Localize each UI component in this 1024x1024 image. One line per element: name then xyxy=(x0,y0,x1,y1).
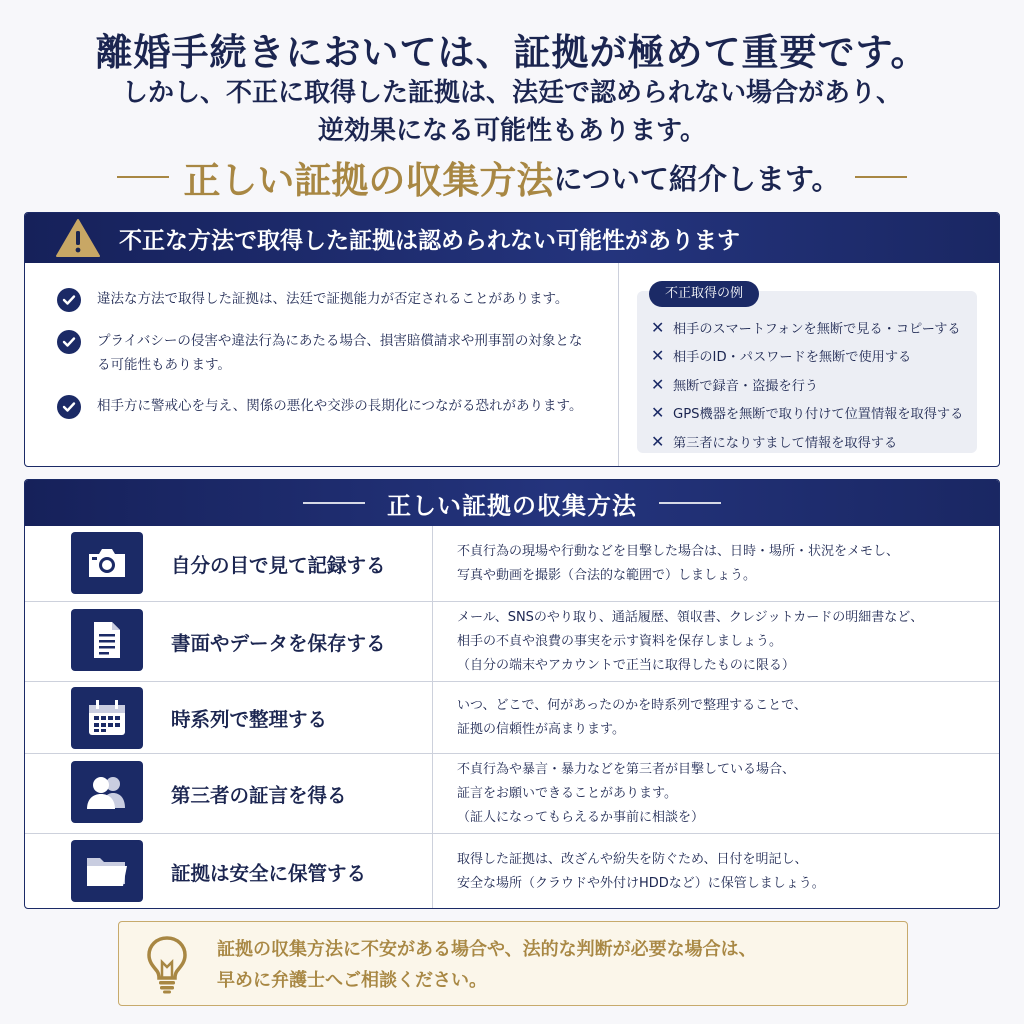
intro-highlight: 正しい証拠の収集方法 xyxy=(183,158,554,202)
decorative-dash xyxy=(659,502,721,504)
description-line: 写真や動画を撮影（合法的な範囲で）しましょう。 xyxy=(457,568,757,583)
divider xyxy=(618,263,619,467)
list-item xyxy=(651,370,971,399)
list-item xyxy=(651,342,971,371)
description-line: 証言をお願いできることがあります。 xyxy=(457,786,677,801)
methods-card xyxy=(24,479,1000,909)
warning-point xyxy=(57,394,587,419)
divider xyxy=(432,834,433,909)
headline: 離婚手続きにおいては、証拠が極めて重要です。 xyxy=(95,30,929,74)
warning-point xyxy=(57,329,587,377)
method-description xyxy=(457,540,977,588)
check-icon xyxy=(57,288,81,312)
method-description xyxy=(457,694,977,742)
description-line: （自分の端末やアカウントで正当に取得したものに限る） xyxy=(457,658,795,673)
warning-card-title: 不正な方法で取得した証拠は認められない可能性があります xyxy=(119,226,740,254)
divider xyxy=(432,602,433,681)
table-row xyxy=(25,753,1000,833)
decorative-dash xyxy=(855,176,907,178)
example-text: GPS機器を無断で取り付けて位置情報を取得する xyxy=(673,407,964,423)
warning-card-header xyxy=(25,213,999,263)
warning-icon xyxy=(55,218,101,258)
consultation-note xyxy=(118,921,908,1006)
warning-card-body xyxy=(25,263,1000,467)
table-row xyxy=(25,681,1000,753)
improper-examples-box xyxy=(637,286,977,453)
description-line: 証拠の信頼性が高まります。 xyxy=(457,722,625,737)
example-text: 第三者になりすまして情報を取得する xyxy=(673,435,898,451)
check-icon xyxy=(57,330,81,354)
list-item xyxy=(651,313,971,342)
methods-card-title: 正しい証拠の収集方法 xyxy=(387,490,637,520)
intro-line xyxy=(0,150,1024,204)
method-label: 書面やデータを保存する xyxy=(171,632,386,655)
cross-icon: ✕ xyxy=(651,403,665,423)
description-line: いつ、どこで、何があったのかを時系列で整理することで、 xyxy=(457,698,807,713)
list-item xyxy=(651,427,971,456)
subheadline-line1: しかし、不正に取得した証拠は、法廷で認められない場合があり、 xyxy=(121,78,902,108)
note-text-line1: 証拠の収集方法に不安がある場合や、法的な判断が必要な場合は、 xyxy=(217,939,757,960)
description-line: 不貞行為の現場や行動などを目撃した場合は、日時・場所・状況をメモし、 xyxy=(457,544,900,559)
divider xyxy=(432,526,433,601)
method-description xyxy=(457,606,977,678)
examples-label: 不正取得の例 xyxy=(649,281,759,307)
description-line: メール、SNSのやり取り、通話履歴、領収書、クレジットカードの明細書など、 xyxy=(457,610,924,625)
method-description xyxy=(457,848,977,896)
camera-icon xyxy=(71,532,143,594)
document-icon xyxy=(71,609,143,671)
lightbulb-icon xyxy=(143,934,191,994)
table-row xyxy=(25,833,1000,909)
subheadline-line2: 逆効果になる可能性もあります。 xyxy=(318,116,706,146)
description-line: 安全な場所（クラウドや外付けHDDなど）に保管しましょう。 xyxy=(457,876,825,891)
list-item xyxy=(651,399,971,428)
cross-icon: ✕ xyxy=(651,431,665,451)
divider xyxy=(432,682,433,753)
warning-point-text: プライバシーの侵害や違法行為にあたる場合、損害賠償請求や刑事罰の対象となる可能性もあります。 xyxy=(97,333,583,373)
people-icon xyxy=(71,761,143,823)
methods-card-header xyxy=(25,480,999,526)
warning-point xyxy=(57,287,607,312)
example-text: 相手のスマートフォンを無断で見る・コピーする xyxy=(673,321,961,337)
decorative-dash xyxy=(303,502,365,504)
cross-icon: ✕ xyxy=(651,317,665,337)
method-label: 証拠は安全に保管する xyxy=(171,862,367,885)
example-text: 相手のID・パスワードを無断で使用する xyxy=(673,350,912,366)
table-row xyxy=(25,526,1000,601)
note-text-line2: 早めに弁護士へご相談ください。 xyxy=(217,970,487,991)
methods-table xyxy=(25,526,1000,909)
description-line: （証人になってもらえるか事前に相談を） xyxy=(457,810,705,825)
cross-icon: ✕ xyxy=(651,374,665,394)
warning-points xyxy=(25,263,618,467)
warning-point-text: 相手方に警戒心を与え、関係の悪化や交渉の長期化につながる恐れがあります。 xyxy=(97,398,583,414)
method-label: 自分の目で見て記録する xyxy=(171,554,386,577)
decorative-dash xyxy=(117,176,169,178)
table-row xyxy=(25,601,1000,681)
divider xyxy=(432,754,433,833)
description-line: 相手の不貞や浪費の事実を示す資料を保存しましょう。 xyxy=(457,634,783,649)
method-description xyxy=(457,758,977,830)
calendar-icon xyxy=(71,687,143,749)
description-line: 取得した証拠は、改ざんや紛失を防ぐため、日付を明記し、 xyxy=(457,852,808,867)
warning-point-text: 違法な方法で取得した証拠は、法廷で証拠能力が否定されることがあります。 xyxy=(97,291,569,307)
intro-text: について紹介します。 xyxy=(553,161,841,196)
method-label: 第三者の証言を得る xyxy=(171,784,347,807)
method-label: 時系列で整理する xyxy=(171,708,328,731)
check-icon xyxy=(57,395,81,419)
examples-list xyxy=(651,313,971,456)
cross-icon: ✕ xyxy=(651,346,665,366)
folder-icon xyxy=(71,840,143,902)
description-line: 不貞行為や暴言・暴力などを第三者が目撃している場合、 xyxy=(457,762,796,777)
warning-card xyxy=(24,212,1000,467)
example-text: 無断で録音・盗撮を行う xyxy=(673,378,819,394)
